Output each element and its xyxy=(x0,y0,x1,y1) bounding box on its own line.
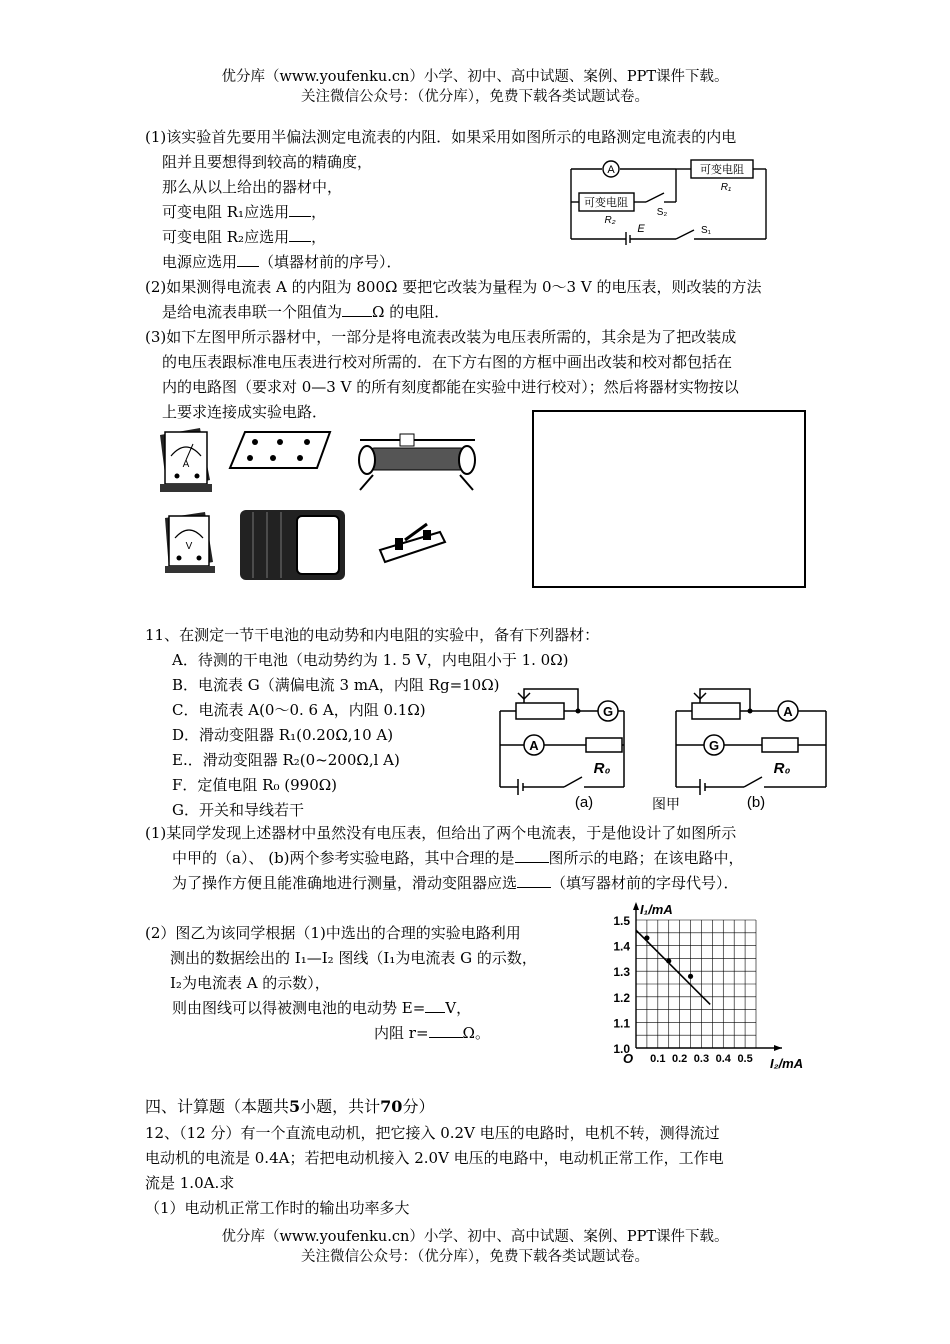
q10-p1-line2: 阻并且要想得到较高的精确度， xyxy=(162,153,373,171)
q11-item-g: G．开关和导线若干 xyxy=(172,801,304,819)
q10-source-text: 电源应选用 xyxy=(162,253,238,271)
section4-title-c: 小题，共计 xyxy=(300,1097,381,1116)
q11-p2-line3: I₂为电流表 A 的示数）， xyxy=(170,974,330,992)
header-line-2: 关注微信公众号：（优分库），免费下载各类试题试卷。 xyxy=(301,89,649,105)
q11-rheostat-blank xyxy=(517,873,551,888)
q11-item-a: A．待测的干电池（电动势约为 1. 5 V，内电阻小于 1. 0Ω) xyxy=(172,651,569,669)
section4-count: 5 xyxy=(289,1097,301,1116)
q11-p1-text-c: 为了操作方便且能准确地进行测量，滑动变阻器应选 xyxy=(172,874,518,892)
q10-source-hint: （填器材前的序号）． xyxy=(259,253,402,271)
battery-pack xyxy=(240,510,345,580)
circuit-a-r0-label: R₀ xyxy=(593,760,611,777)
q11-item-f: F．定值电阻 R₀ (990Ω) xyxy=(172,776,338,794)
q10-source-blank xyxy=(237,252,259,267)
resistor-box xyxy=(230,432,330,468)
q10-r2-comma: ， xyxy=(311,228,327,246)
q10-r1-text: 可变电阻 R₁应选用 xyxy=(162,203,290,221)
r1-subscript-label: R₁ xyxy=(720,182,732,193)
chart-x-arrow xyxy=(774,1045,782,1051)
q10-r1-comma: ， xyxy=(311,203,327,221)
q11-emf-unit: V， xyxy=(445,999,472,1017)
q11-resistance-blank xyxy=(429,1023,463,1038)
section4-title-e: 分） xyxy=(402,1097,435,1116)
q10-p1-line1: (1)该实验首先要用半偏法测定电流表的内阻．如果采用如图所示的电路测定电流表的内电 xyxy=(145,128,737,146)
q12-line2: 电动机的电流是 0.4A；若把电动机接入 2.0V 电压的电路中，电动机正常工作，工作电 xyxy=(145,1149,724,1167)
r1-box-label: 可变电阻 xyxy=(700,164,744,176)
circuit-b-meter-a-label: A xyxy=(783,704,793,719)
q11-emf-blank xyxy=(425,998,445,1013)
q10-r1-blank xyxy=(289,202,311,217)
voltmeter-face-glyph: V xyxy=(185,541,193,552)
q11-p1-text-b: 图所示的电路；在该电路中， xyxy=(548,849,744,867)
ammeter-face-glyph: A xyxy=(182,459,190,470)
chart-ytick-label: 1.0 xyxy=(613,1042,630,1056)
q10-p3-line2: 的电压表跟标准电压表进行校对所需的．在下方右图的方框中画出改装和校对都包括在 xyxy=(162,353,733,371)
q11-p2-line1: (2）图乙为该同学根据（1)中选出的合理的实验电路利用 xyxy=(145,924,521,942)
q10-p1-line5 xyxy=(162,226,326,248)
s1-label: S₁ xyxy=(700,225,712,236)
circuit-drawing-box[interactable] xyxy=(532,410,806,588)
ammeter-symbol-label: A xyxy=(607,164,615,176)
q10-p3-line1: (3)如下左图甲所示器材中，一部分是将电流表改装为电压表所需的，其余是为了把改装成 xyxy=(145,328,737,346)
q10-p2-line2 xyxy=(162,301,449,323)
chart-origin-label: O xyxy=(622,1051,634,1066)
header-line-1: 优分库（www.youfenku.cn）小学、初中、高中试题、案例、PPT课件下载。 xyxy=(221,69,729,85)
q11-emf-text: 则由图线可以得被测电池的电动势 E= xyxy=(172,999,426,1017)
q10-p2-line1: (2)如果测得电流表 A 的内阻为 800Ω 要把它改装为量程为 0～3 V 的电压表，则改装的方法 xyxy=(145,278,762,296)
q10-p3-line4: 上要求连接成实验电路． xyxy=(162,403,328,421)
chart-data-point xyxy=(688,974,693,979)
circuit-b-caption: (b) xyxy=(746,794,766,811)
instrument-illustrations xyxy=(155,420,510,590)
q10-p1-line6 xyxy=(162,251,402,273)
q11-item-b: B．电流表 G（满偏电流 3 mA，内阻 Rg=10Ω) xyxy=(172,676,500,694)
q11-p2-line2: 测出的数据绘出的 I₁—I₂ 图线（I₁为电流表 G 的示数， xyxy=(170,949,537,967)
q11-resistance-text: 内阻 r= xyxy=(374,1024,429,1042)
circuit-figures-jia xyxy=(494,683,830,813)
chart-ytick-label: 1.4 xyxy=(613,939,630,954)
i1-i2-chart xyxy=(596,898,830,1078)
circuit-b-r0-label: R₀ xyxy=(773,760,791,777)
chart-ytick-label: 1.3 xyxy=(613,965,630,980)
q11-circuit-blank xyxy=(515,848,549,863)
voltmeter-instrument xyxy=(165,512,215,573)
footer-line-1: 优分库（www.youfenku.cn）小学、初中、高中试题、案例、PPT课件下载。 xyxy=(221,1229,729,1245)
footer-line-2: 关注微信公众号：（优分库），免费下载各类试题试卷。 xyxy=(301,1249,649,1265)
circuit-a-caption: (a) xyxy=(574,794,594,811)
circuit-b-meter-g-label: G xyxy=(708,738,720,753)
q10-p3-line3: 内的电路图（要求对 0—3 V 的所有刻度都能在实验中进行校对）；然后将器材实物按以 xyxy=(162,378,739,396)
q11-item-e: E.．滑动变阻器 R₂(0~200Ω,l A) xyxy=(172,751,400,769)
section4-title-a: 四、计算题（本题共 xyxy=(145,1097,290,1116)
q10-r2-blank xyxy=(289,227,311,242)
chart-data-point xyxy=(644,935,649,940)
circuit-a-meter-a-label: A xyxy=(529,738,539,753)
q12-line1: 12、（12 分）有一个直流电动机，把它接入 0.2V 电压的电路时，电机不转，测得流过 xyxy=(145,1124,720,1142)
sliding-rheostat xyxy=(359,434,475,490)
ammeter-instrument xyxy=(160,428,212,492)
chart-xtick-label: 0.2 xyxy=(671,1053,688,1065)
chart-xtick-label: 0.5 xyxy=(737,1053,753,1065)
chart-data-point xyxy=(666,958,671,963)
q10-p2-unit: Ω 的电阻． xyxy=(372,303,450,321)
q11-item-d: D．滑动变阻器 R₁(0.20Ω,10 A) xyxy=(172,726,394,744)
chart-x-label: I₂/mA xyxy=(770,1056,804,1071)
chart-ytick-label: 1.2 xyxy=(613,990,630,1005)
section4-score: 70 xyxy=(380,1097,403,1116)
q11-title: 11、在测定一节干电池的电动势和内电阻的实验中，备有下列器材： xyxy=(145,626,600,644)
chart-ytick-label: 1.5 xyxy=(613,914,630,928)
chart-ytick-label: 1.1 xyxy=(613,1016,630,1031)
q11-p2-line4 xyxy=(172,997,471,1019)
circuit-a-meter-g-label: G xyxy=(602,704,614,719)
section4-title xyxy=(145,1096,434,1118)
q12-line4: （1）电动机正常工作时的输出功率多大 xyxy=(145,1199,410,1217)
r2-subscript-label: R₂ xyxy=(604,215,616,226)
q10-p1-line3: 那么从以上给出的器材中， xyxy=(162,178,343,196)
r2-box-label: 可变电阻 xyxy=(584,197,628,209)
q10-p2-text: 是给电流表串联一个阻值为 xyxy=(162,303,343,321)
q11-item-c: C．电流表 A(0～0. 6 A，内阻 0.1Ω) xyxy=(172,701,426,719)
q11-resistance-unit: Ω。 xyxy=(462,1024,490,1042)
chart-xtick-label: 0.1 xyxy=(650,1053,666,1065)
q12-line3: 流是 1.0A.求 xyxy=(145,1174,235,1192)
q11-p2-line5 xyxy=(374,1022,490,1044)
q11-p1-line1: (1)某同学发现上述器材中虽然没有电压表，但给出了两个电流表，于是他设计了如图所示 xyxy=(145,824,737,842)
chart-y-label: I₁/mA xyxy=(640,902,673,917)
source-e-label: E xyxy=(637,223,645,235)
figure-jia-caption: 图甲 xyxy=(652,796,680,812)
q11-p1-text-a: 中甲的（a）、 (b)两个参考实验电路，其中合理的是 xyxy=(172,849,515,867)
q11-p1-line2 xyxy=(172,847,744,869)
q10-resistance-blank xyxy=(342,302,372,317)
knife-switch xyxy=(380,524,445,562)
chart-xtick-label: 0.3 xyxy=(693,1053,710,1065)
q11-p1-text-d: （填写器材前的字母代号）． xyxy=(551,874,739,892)
q10-p1-line4 xyxy=(162,201,326,223)
chart-y-arrow xyxy=(633,902,639,910)
q10-r2-text: 可变电阻 R₂应选用 xyxy=(162,228,290,246)
q11-p1-line3 xyxy=(172,872,739,894)
chart-xtick-label: 0.4 xyxy=(715,1053,731,1065)
s2-label: S₂ xyxy=(656,207,668,218)
half-deflection-circuit xyxy=(566,155,771,245)
